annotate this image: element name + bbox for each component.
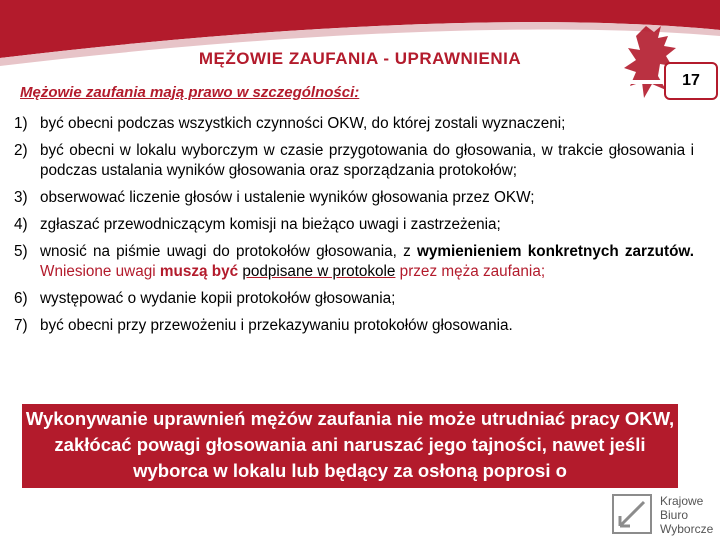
list-item-text: zgłaszać przewodniczącym komisji na bieżąco uwagi i zastrzeżenia;	[40, 216, 501, 233]
item5-emphasis: muszą być	[159, 263, 239, 280]
list-item-text: występować o wydanie kopii protokołów głosowania;	[40, 290, 396, 307]
item5-underlined-phrase: podpisane w protokole	[242, 263, 396, 280]
list-item	[14, 242, 694, 282]
list-item-text: być obecni podczas wszystkich czynności OKW, do której zostali wyznaczeni;	[40, 115, 566, 132]
list-item-number: 5)	[14, 243, 28, 260]
kbw-logo-line1: Krajowe	[660, 494, 704, 508]
list-item-number: 1)	[14, 115, 28, 132]
list-item-text: być obecni w lokalu wyborczym w czasie przygotowania do głosowania, w trakcie głosowania i podczas ustalania wyników głosowania oraz sporządzania protokołów;	[40, 142, 694, 179]
item5-part-a: wnosić na piśmie uwagi do protokołów głosowania, z	[40, 243, 417, 260]
section-subtitle: Mężowie zaufania mają prawo w szczególności:	[20, 84, 360, 101]
item5-red-end: przez męża zaufania;	[395, 263, 546, 280]
kbw-logo-text	[660, 494, 713, 536]
list-item-text: być obecni przy przewożeniu i przekazywaniu protokołów głosowania.	[40, 317, 513, 334]
list-item-text: obserwować liczenie głosów i ustalenie wyników głosowania przez OKW;	[40, 189, 535, 206]
list-item-text	[40, 242, 694, 282]
list-item-number: 3)	[14, 189, 28, 206]
rights-list	[14, 114, 694, 343]
item5-bold-phrase: wymienieniem konkretnych zarzutów.	[416, 243, 694, 260]
list-item-number: 2)	[14, 142, 28, 159]
list-item	[14, 289, 694, 309]
page-title: MĘŻOWIE ZAUFANIA - UPRAWNIENIA	[198, 49, 522, 68]
list-item-number: 6)	[14, 290, 28, 307]
notice-box	[22, 404, 678, 488]
item5-red-phrase: Wniesione uwagi	[40, 263, 160, 280]
kbw-logo-line3: Wyborcze	[660, 522, 714, 536]
list-item	[14, 114, 694, 134]
list-item	[14, 316, 694, 336]
page-number-badge	[664, 62, 718, 100]
kbw-logo-line2: Biuro	[660, 508, 689, 522]
kbw-logo-square-icon	[612, 494, 652, 534]
list-item	[14, 215, 694, 235]
list-item-number: 4)	[14, 216, 28, 233]
kbw-logo	[612, 492, 717, 538]
list-item	[14, 188, 694, 208]
kbw-check-icon	[614, 496, 650, 532]
page-number: 17	[682, 72, 700, 89]
notice-text: Wykonywanie uprawnień mężów zaufania nie może utrudniać pracy OKW, zakłócać powagi głosowania ani naruszać jego tajności, nawet jeśli wyborca w lokalu lub będący za osłoną poprosi o	[25, 408, 675, 481]
list-item	[14, 141, 694, 181]
list-item-number: 7)	[14, 317, 28, 334]
